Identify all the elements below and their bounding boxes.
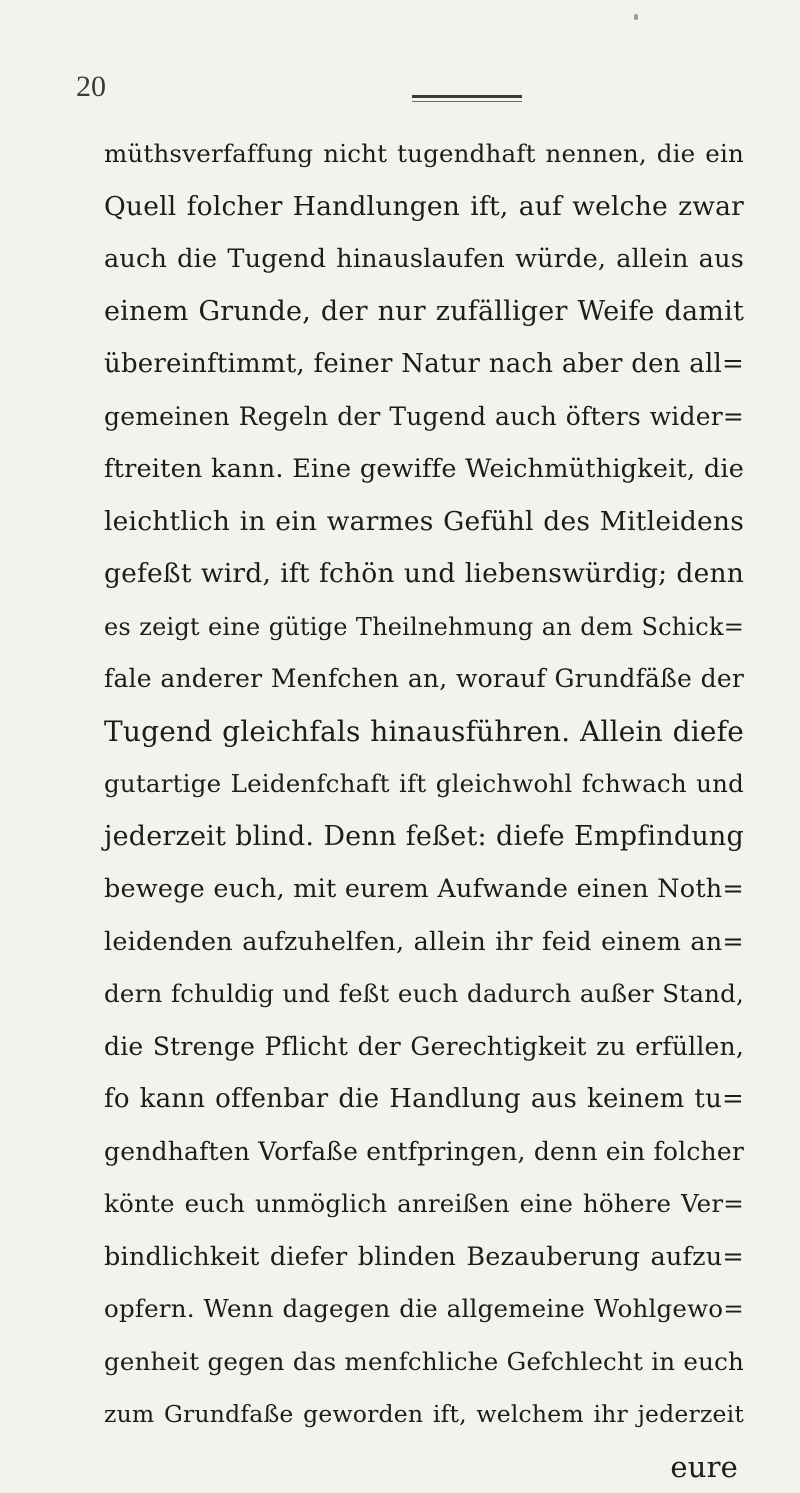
text-line: genheit gegen das menfchliche Gefchlecht in euch (104, 1336, 744, 1389)
header-rule (412, 95, 522, 98)
text-line: gemeinen Regeln der Tugend auch öfters wider= (104, 391, 744, 444)
text-line: gendhaften Vorfaße entfpringen, denn ein folcher (104, 1126, 744, 1179)
text-line: leidenden aufzuhelfen, allein ihr feid einem an= (104, 916, 744, 969)
text-line: bewege euch, mit eurem Aufwande einen Noth= (104, 863, 744, 916)
text-line: Tugend gleichfals hinausführen. Allein diefe (104, 706, 744, 759)
text-line: auch die Tugend hinauslaufen würde, allein aus (104, 233, 744, 286)
body-text (104, 128, 744, 1493)
header-rule-thin (412, 101, 522, 102)
text-line: dern fchuldig und feßt euch dadurch außer Stand, (104, 968, 744, 1021)
catchword: eure (104, 1441, 744, 1493)
text-line: leichtlich in ein warmes Gefühl des Mitleidens (104, 496, 744, 549)
text-line: gefeßt wird, ift fchön und liebenswürdig; denn (104, 548, 744, 601)
text-line: die Strenge Pflicht der Gerechtigkeit zu erfüllen, (104, 1021, 744, 1074)
text-line: zum Grundfaße geworden ift, welchem ihr jederzeit (104, 1388, 744, 1441)
text-line: fale anderer Menfchen an, worauf Grundfäße der (104, 653, 744, 706)
text-line: ftreiten kann. Eine gewiffe Weichmüthigkeit, die (104, 443, 744, 496)
text-line: übereinftimmt, feiner Natur nach aber den all= (104, 338, 744, 391)
text-line: es zeigt eine gütige Theilnehmung an dem Schick= (104, 601, 744, 654)
text-line: gutartige Leidenfchaft ift gleichwohl fchwach und (104, 758, 744, 811)
ink-speck (634, 14, 638, 20)
text-line: jederzeit blind. Denn feßet: diefe Empfindung (104, 811, 744, 864)
text-line: könte euch unmöglich anreißen eine höhere Ver= (104, 1178, 744, 1231)
text-line: müthsverfaffung nicht tugendhaft nennen, die ein (104, 128, 744, 181)
text-line: bindlichkeit diefer blinden Bezauberung aufzu= (104, 1231, 744, 1284)
text-line: fo kann offenbar die Handlung aus keinem tu= (104, 1073, 744, 1126)
page-number: 20 (76, 72, 106, 102)
text-line: einem Grunde, der nur zufälliger Weife damit (104, 286, 744, 339)
text-line: opfern. Wenn dagegen die allgemeine Wohlgewo= (104, 1283, 744, 1336)
text-line: Quell folcher Handlungen ift, auf welche zwar (104, 181, 744, 234)
